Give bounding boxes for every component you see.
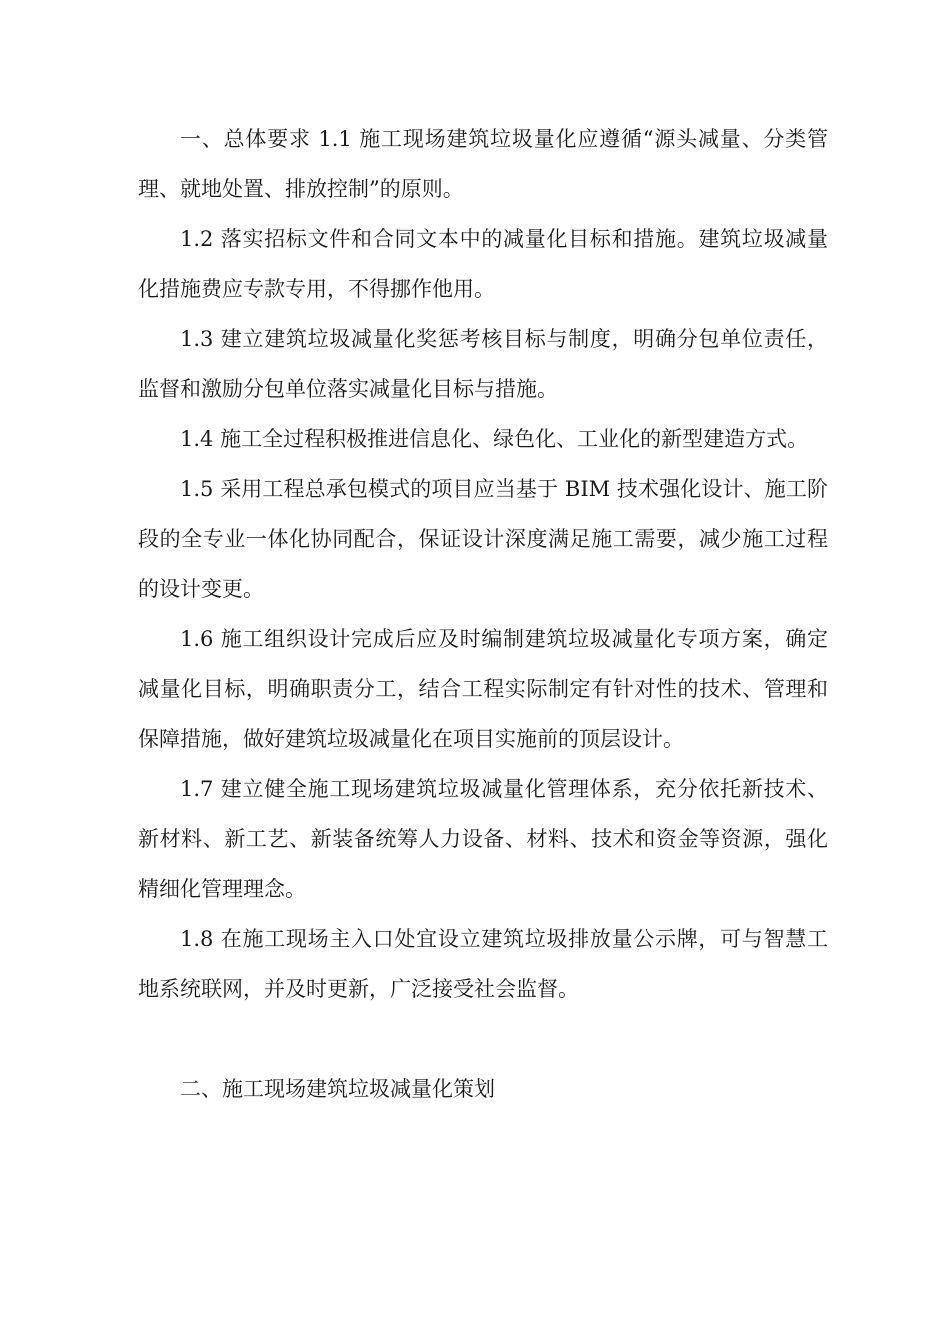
section-heading: 二、施工现场建筑垃圾减量化策划 (180, 1077, 495, 1101)
paragraph-1-3: 1.3 建立建筑垃圾减量化奖惩考核目标与制度，明确分包单位责任，监督和激励分包单位落实减量化目标与措施。 (138, 327, 828, 401)
document-body (138, 114, 828, 1114)
paragraph-1-2: 1.2 落实招标文件和合同文本中的减量化目标和措施。建筑垃圾减量化措施费应专款专用，不得挪作他用。 (138, 227, 828, 301)
paragraph-1-7: 1.7 建立健全施工现场建筑垃圾减量化管理体系，充分依托新技术、新材料、新工艺、新装备统筹人力设备、材料、技术和资金等资源，强化精细化管理理念。 (138, 777, 828, 901)
paragraph-1-1: 一、总体要求 1.1 施工现场建筑垃圾量化应遵循“源头减量、分类管理、就地处置、排放控制”的原则。 (138, 127, 828, 201)
paragraph-1-8: 1.8 在施工现场主入口处宜设立建筑垃圾排放量公示牌，可与智慧工地系统联网，并及时更新，广泛接受社会监督。 (138, 927, 828, 1001)
paragraph-1-4: 1.4 施工全过程积极推进信息化、绿色化、工业化的新型建造方式。 (180, 427, 809, 451)
paragraph-1-5: 1.5 采用工程总承包模式的项目应当基于 BIM 技术强化设计、施工阶段的全专业一体化协同配合，保证设计深度满足施工需要，减少施工过程的设计变更。 (138, 477, 828, 601)
paragraph-1-6: 1.6 施工组织设计完成后应及时编制建筑垃圾减量化专项方案，确定减量化目标，明确职责分工，结合工程实际制定有针对性的技术、管理和保障措施，做好建筑垃圾减量化在项目实施前的顶层设计。 (138, 627, 828, 751)
